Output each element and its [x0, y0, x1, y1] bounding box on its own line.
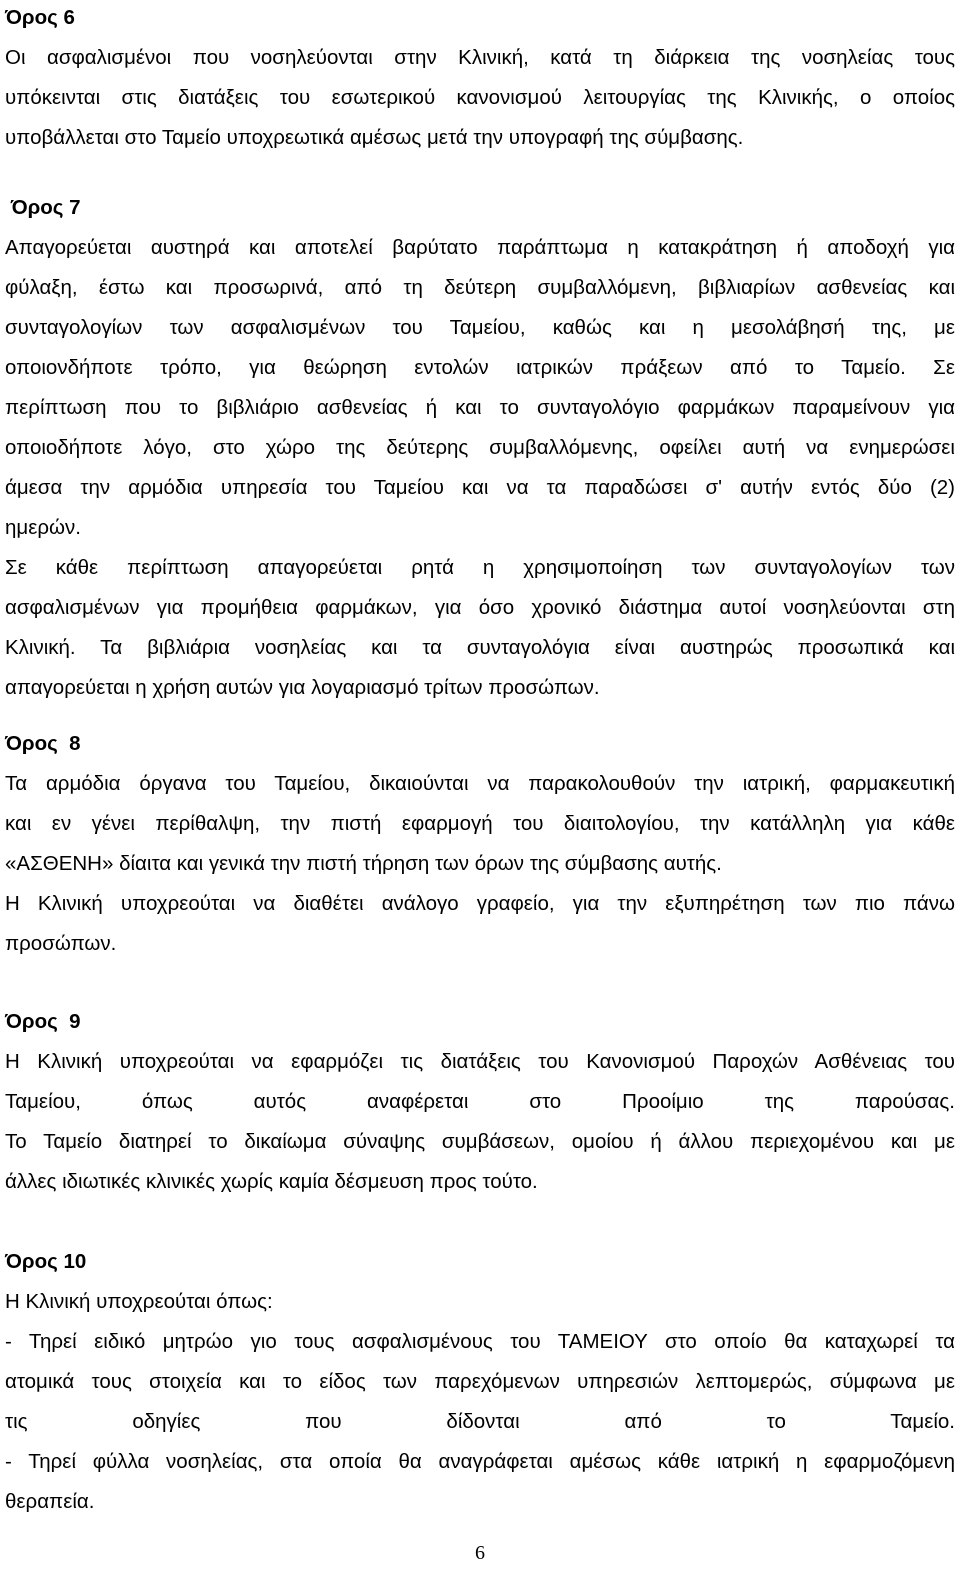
term-6-title: Όρος 6: [5, 6, 75, 29]
term-10-line-5: - Τηρεί φύλλα νοσηλείας, στα οποία θα αναγράφεται αμέσως κάθε ιατρική η εφαρμοζόμενη: [5, 1450, 955, 1473]
document-page: [5, 0, 955, 1522]
term-10-line-2: - Τηρεί ειδικό μητρώο γιο τους ασφαλισμένους του ΤΑΜΕΙΟΥ στο οποίο θα καταχωρεί τα: [5, 1330, 955, 1353]
term-7-line-6: οποιοδήποτε λόγο, στο χώρο της δεύτερης συμβαλλόμενης, οφείλει αυτή να ενημερώσει: [5, 436, 955, 459]
term-8-section: [5, 724, 955, 964]
term-8-line-3: «ΑΣΘΕΝΗ» δίαιτα και γενικά την πιστή τήρηση των όρων της σύμβασης αυτής.: [5, 852, 722, 875]
term-10-title: Όρος 10: [5, 1250, 87, 1273]
term-7-line-10: ασφαλισμένων για προμήθεια φαρμάκων, για όσο χρονικό διάστημα αυτοί νοσηλεύονται στη: [5, 596, 955, 619]
term-10-line-3: ατομικά τους στοιχεία και το είδος των παρεχόμενων υπηρεσιών λεπτομερώς, σύμφωνα με: [5, 1370, 955, 1393]
term-6-section: [5, 0, 955, 158]
term-9-line-2: Ταμείου, όπως αυτός αναφέρεται στο Προοίμιο της παρούσας.: [5, 1090, 955, 1113]
page-number: 6: [475, 1542, 485, 1564]
term-7-section: [5, 188, 955, 708]
term-9-title: Όρος 9: [5, 1010, 81, 1033]
term-7-line-5: περίπτωση που το βιβλιάριο ασθενείας ή και το συνταγολόγιο φαρμάκων παραμείνουν για: [5, 396, 955, 419]
term-7-line-1: Απαγορεύεται αυστηρά και αποτελεί βαρύτατο παράπτωμα η κατακράτηση ή αποδοχή για: [5, 236, 955, 259]
term-7-line-2: φύλαξη, έστω και προσωρινά, από τη δεύτερη συμβαλλόμενη, βιβλιαρίων ασθενείας και: [5, 276, 955, 299]
term-9-line-1: Η Κλινική υποχρεούται να εφαρμόζει τις διατάξεις του Κανονισμού Παροχών Ασθένειας του: [5, 1050, 955, 1073]
term-10-line-4: τις οδηγίες που δίδονται από το Ταμείο.: [5, 1410, 955, 1433]
term-7-line-8: ημερών.: [5, 516, 81, 539]
term-8-line-4: Η Κλινική υποχρεούται να διαθέτει ανάλογο γραφείο, για την εξυπηρέτηση των πιο πάνω: [5, 892, 955, 915]
term-6-line-3: υποβάλλεται στο Ταμείο υποχρεωτικά αμέσως μετά την υπογραφή της σύμβασης.: [5, 126, 744, 149]
term-7-line-11: Κλινική. Τα βιβλιάρια νοσηλείας και τα συνταγολόγια είναι αυστηρώς προσωπικά και: [5, 636, 955, 659]
term-7-title: Όρος 7: [5, 196, 81, 219]
term-9-line-3: Το Ταμείο διατηρεί το δικαίωμα σύναψης συμβάσεων, ομοίου ή άλλου περιεχομένου και με: [5, 1130, 955, 1153]
term-7-line-4: οποιονδήποτε τρόπο, για θεώρηση εντολών ιατρικών πράξεων από το Ταμείο. Σε: [5, 356, 955, 379]
term-9-line-4: άλλες ιδιωτικές κλινικές χωρίς καμία δέσμευση προς τούτο.: [5, 1170, 538, 1193]
term-10-section: [5, 1242, 955, 1522]
term-7-line-7: άμεσα την αρμόδια υπηρεσία του Ταμείου και να τα παραδώσει σ' αυτήν εντός δύο (2): [5, 476, 955, 499]
term-10-line-1: Η Κλινική υποχρεούται όπως:: [5, 1290, 273, 1313]
term-7-line-12: απαγορεύεται η χρήση αυτών για λογαριασμό τρίτων προσώπων.: [5, 676, 600, 699]
term-8-line-5: προσώπων.: [5, 932, 117, 955]
term-6-line-2: υπόκεινται στις διατάξεις του εσωτερικού κανονισμού λειτουργίας της Κλινικής, ο οποίος: [5, 86, 955, 109]
term-7-line-3: συνταγολογίων των ασφαλισμένων του Ταμείου, καθώς και η μεσολάβησή της, με: [5, 316, 955, 339]
term-8-title: Όρος 8: [5, 732, 81, 755]
term-7-line-9: Σε κάθε περίπτωση απαγορεύεται ρητά η χρησιμοποίηση των συνταγολογίων των: [5, 556, 955, 579]
term-8-line-2: και εν γένει περίθαλψη, την πιστή εφαρμογή του διαιτολογίου, την κατάλληλη για κάθε: [5, 812, 955, 835]
term-10-line-6: θεραπεία.: [5, 1490, 95, 1513]
term-8-line-1: Τα αρμόδια όργανα του Ταμείου, δικαιούνται να παρακολουθούν την ιατρική, φαρμακευτική: [5, 772, 955, 795]
term-6-line-1: Οι ασφαλισμένοι που νοσηλεύονται στην Κλινική, κατά τη διάρκεια της νοσηλείας τους: [5, 46, 955, 69]
term-9-section: [5, 1002, 955, 1202]
